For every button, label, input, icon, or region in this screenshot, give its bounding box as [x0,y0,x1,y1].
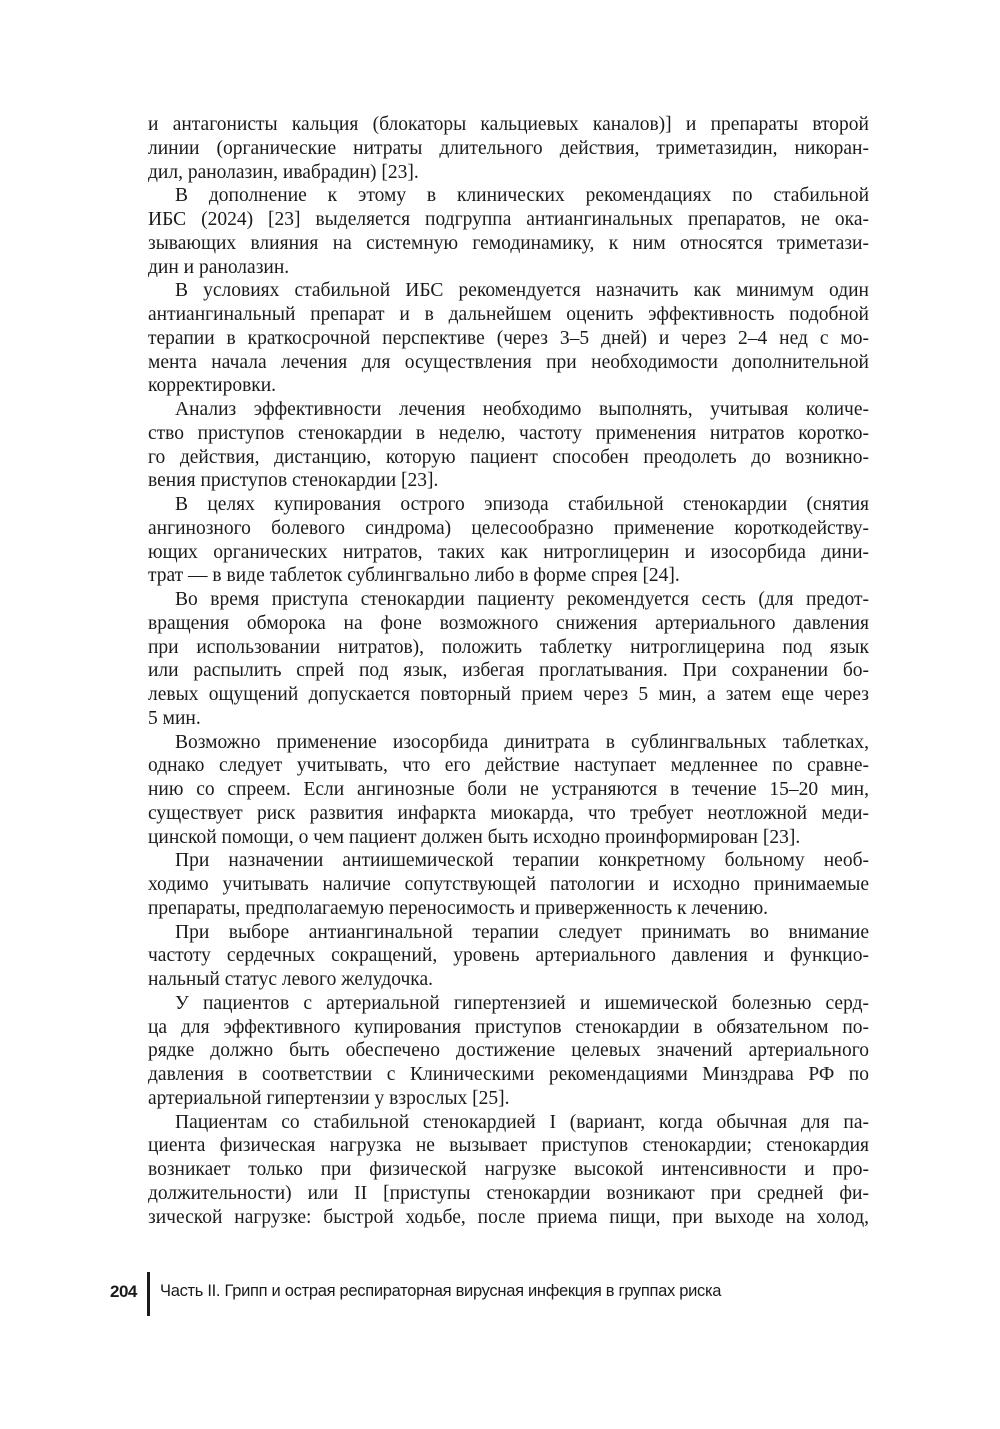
text-line: рядке должно быть обеспечено достижение целевых значений артериального [148,1040,869,1062]
text-line: нальный статус левого желудочка. [148,969,433,990]
text-line: корректировки. [148,375,277,397]
page-number: 204 [110,1282,137,1301]
text-line: В целях купирования острого эпизода стабильной стенокардии (снятия [175,494,869,515]
text-line: Возможно применение изосорбида динитрата в сублингвальных таблетках, [175,731,869,753]
text-line: В условиях стабильной ИБС рекомендуется назначить как минимум один [175,280,869,302]
paragraph [148,731,869,850]
text-line: ходимо учитывать наличие сопутствующей патологии и исходно принимаемые [148,874,869,895]
text-line: при использовании нитратов), положить таблетку нитроглицерина под язык [148,636,869,658]
text-line: трат — в виде таблеток сублингвально либо в форме спрея [24]. [148,565,680,587]
text-line: линии (органические нитраты длительного действия, триметазидин, никоран- [148,137,869,159]
text-line: давления в соответствии с Клиническими рекомендациями Минздрава РФ по [148,1064,869,1085]
text-line: или распылить спрей под язык, избегая проглатывания. При сохранении бо- [148,660,869,682]
text-line: зывающих влияния на системную гемодинамику, к ним относятся триметази- [148,232,869,254]
text-line: цинской помощи, о чем пациент должен быть исходно проинформирован [23]. [148,826,801,848]
text-line: мента начала лечения для осуществления при необходимости дополнительной [148,351,869,373]
text-line: Во время приступа стенокардии пациенту рекомендуется сесть (для предот- [175,589,869,610]
text-line: 5 мин. [148,707,201,729]
text-line: ИБС (2024) [23] выделяется подгруппа антиангинальных препаратов, не ока- [148,209,869,230]
text-line: и антагонисты кальция (блокаторы кальциевых каналов)] и препараты второй [148,114,869,135]
paragraph [148,398,869,493]
paragraph [148,279,869,398]
text-line: дин и ранолазин. [148,256,290,278]
text-line: однако следует учитывать, что его действие наступает медленнее по сравне- [148,755,869,777]
text-line: ющих органических нитратов, таких как нитроглицерин и изосорбида дини- [148,541,869,563]
text-line: При выборе антиангинальной терапии следует принимать во внимание [175,921,869,943]
text-line: дил, ранолазин, ивабрадин) [23]. [148,161,419,183]
text-line: существует риск развития инфаркта миокарда, что требует неотложной меди- [148,802,869,824]
text-line: частоту сердечных сокращений, уровень артериального давления и функцио- [148,945,869,967]
text-line: У пациентов с артериальной гипертензией и ишемической болезнью серд- [175,992,869,1014]
paragraph [148,113,869,184]
text-line: антиангинальный препарат и в дальнейшем оценить эффективность подобной [148,304,869,325]
text-line: При назначении антиишемической терапии конкретному больному необ- [175,850,869,872]
text-line: препараты, предполагаемую переносимость и приверженность к лечению. [148,897,769,919]
body-text [148,113,869,1229]
paragraph [148,588,869,731]
text-line: ца для эффективного купирования приступов стенокардии в обязательном по- [148,1016,869,1038]
paragraph [148,1111,869,1230]
text-line: возникает только при физической нагрузке высокой интенсивности и про- [148,1159,869,1180]
text-line: циента физическая нагрузка не вызывает приступов стенокардии; стенокардия [148,1135,869,1157]
paragraph [148,493,869,588]
text-line: должительности) или II [приступы стенокардии возникают при средней фи- [148,1182,869,1204]
text-line: вения приступов стенокардии [23]. [148,470,439,492]
text-line: артериальной гипертензии у взрослых [25]. [148,1087,510,1109]
text-line: ство приступов стенокардии в неделю, частоту применения нитратов коротко- [148,422,869,444]
footer-divider [147,1272,150,1316]
running-title: Часть II. Грипп и острая респираторная вирусная инфекция в группах риска [160,1282,722,1300]
paragraph [148,184,869,279]
text-line: Анализ эффективности лечения необходимо выполнять, учитывая количе- [175,399,869,420]
text-line: левых ощущений допускается повторный прием через 5 мин, а затем еще через [148,684,869,705]
text-line: го действия, дистанцию, которую пациент способен преодолеть до возникно- [148,446,869,468]
paragraph [148,921,869,992]
paragraph [148,992,869,1111]
text-line: зической нагрузке: быстрой ходьбе, после приема пищи, при выходе на холод, [148,1206,869,1228]
text-line: терапии в краткосрочной перспективе (через 3–5 дней) и через 2–4 нед с мо- [148,327,869,349]
text-line: Пациентам со стабильной стенокардией I (вариант, когда обычная для па- [175,1111,869,1133]
text-line: вращения обморока на фоне возможного снижения артериального давления [148,612,869,634]
text-line: ангинозного болевого синдрома) целесообразно применение короткодейству- [148,517,869,539]
text-line: В дополнение к этому в клинических рекомендациях по стабильной [175,185,869,207]
text-line: нию со спреем. Если ангинозные боли не устраняются в течение 15–20 мин, [148,779,869,800]
paragraph [148,849,869,920]
